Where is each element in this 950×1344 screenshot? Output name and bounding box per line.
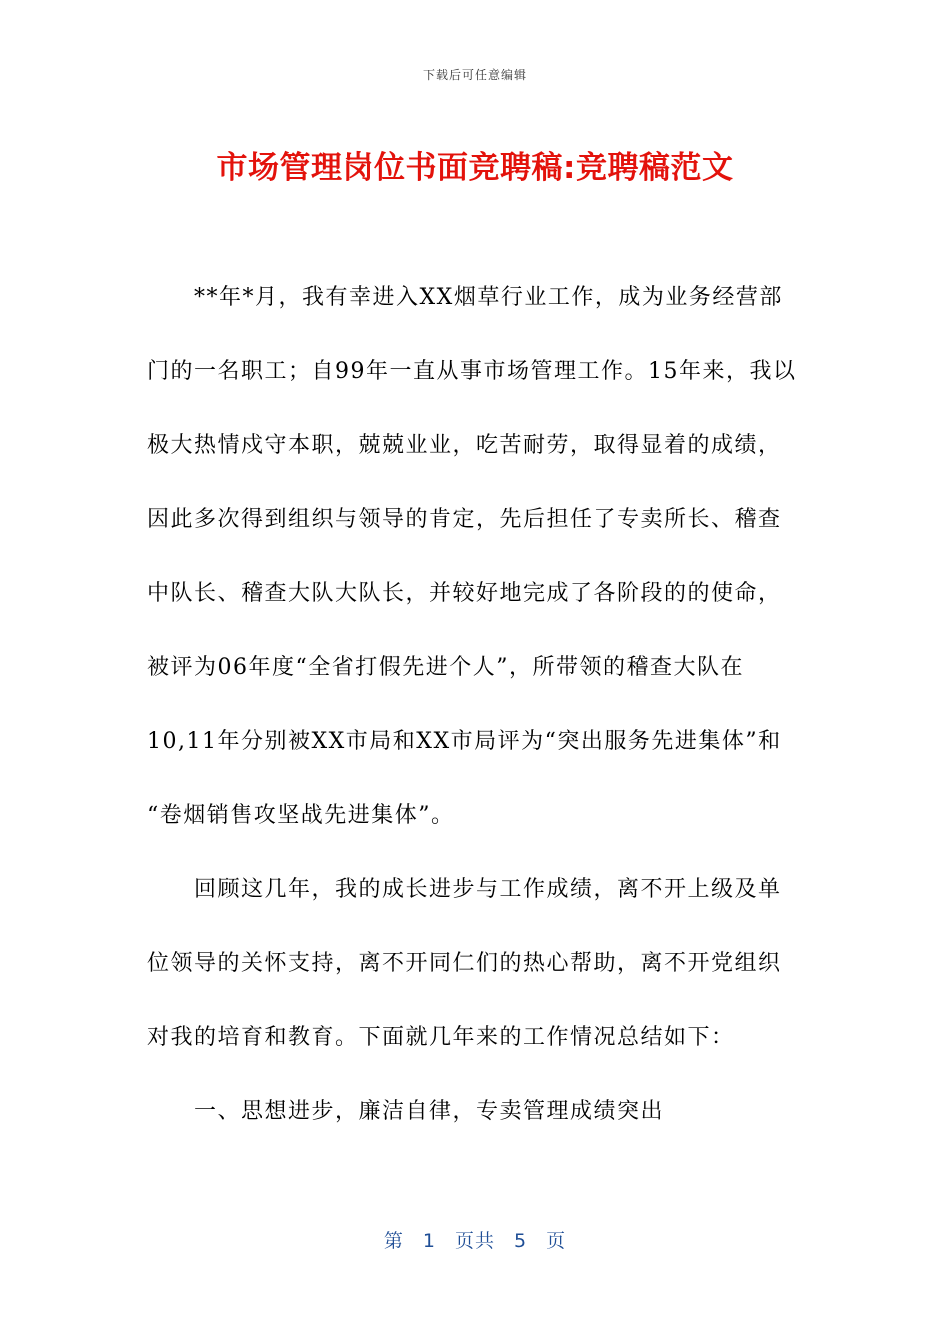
paragraph-line: 中队长、稽查大队大队长，并较好地完成了各阶段的的使命，	[147, 581, 782, 606]
paragraph-line: 位领导的关怀支持，离不开同仁们的热心帮助，离不开党组织	[147, 951, 782, 976]
paragraph-line: 因此多次得到组织与领导的肯定，先后担任了专卖所长、稽查	[147, 507, 782, 532]
section-heading: 一、思想进步，廉洁自律，专卖管理成绩突出	[194, 1099, 665, 1124]
paragraph-line: “卷烟销售攻坚战先进集体”。	[147, 803, 455, 828]
paragraph-line: **年*月，我有幸进入XX烟草行业工作，成为业务经营部	[194, 285, 783, 310]
document-title: 市场管理岗位书面竞聘稿:竞聘稿范文	[216, 150, 734, 186]
paragraph-line: 对我的培育和教育。下面就几年来的工作情况总结如下：	[147, 1025, 735, 1050]
paragraph-line: 回顾这几年，我的成长进步与工作成绩，离不开上级及单	[194, 877, 782, 902]
header-note: 下载后可任意编辑	[422, 68, 527, 82]
paragraph-line: 极大热情戍守本职，兢兢业业，吃苦耐劳，取得显着的成绩，	[147, 433, 782, 458]
paragraph-line: 被评为06年度“全省打假先进个人”，所带领的稽查大队在	[147, 655, 744, 680]
paragraph-line: 门的一名职工；自99年一直从事市场管理工作。15年来，我以	[147, 359, 797, 384]
page-footer: 第 1 页共 5 页	[383, 1230, 567, 1252]
document-body	[147, 280, 807, 1168]
paragraph-line: 10,11年分别被XX市局和XX市局评为“突出服务先进集体”和	[147, 729, 782, 754]
